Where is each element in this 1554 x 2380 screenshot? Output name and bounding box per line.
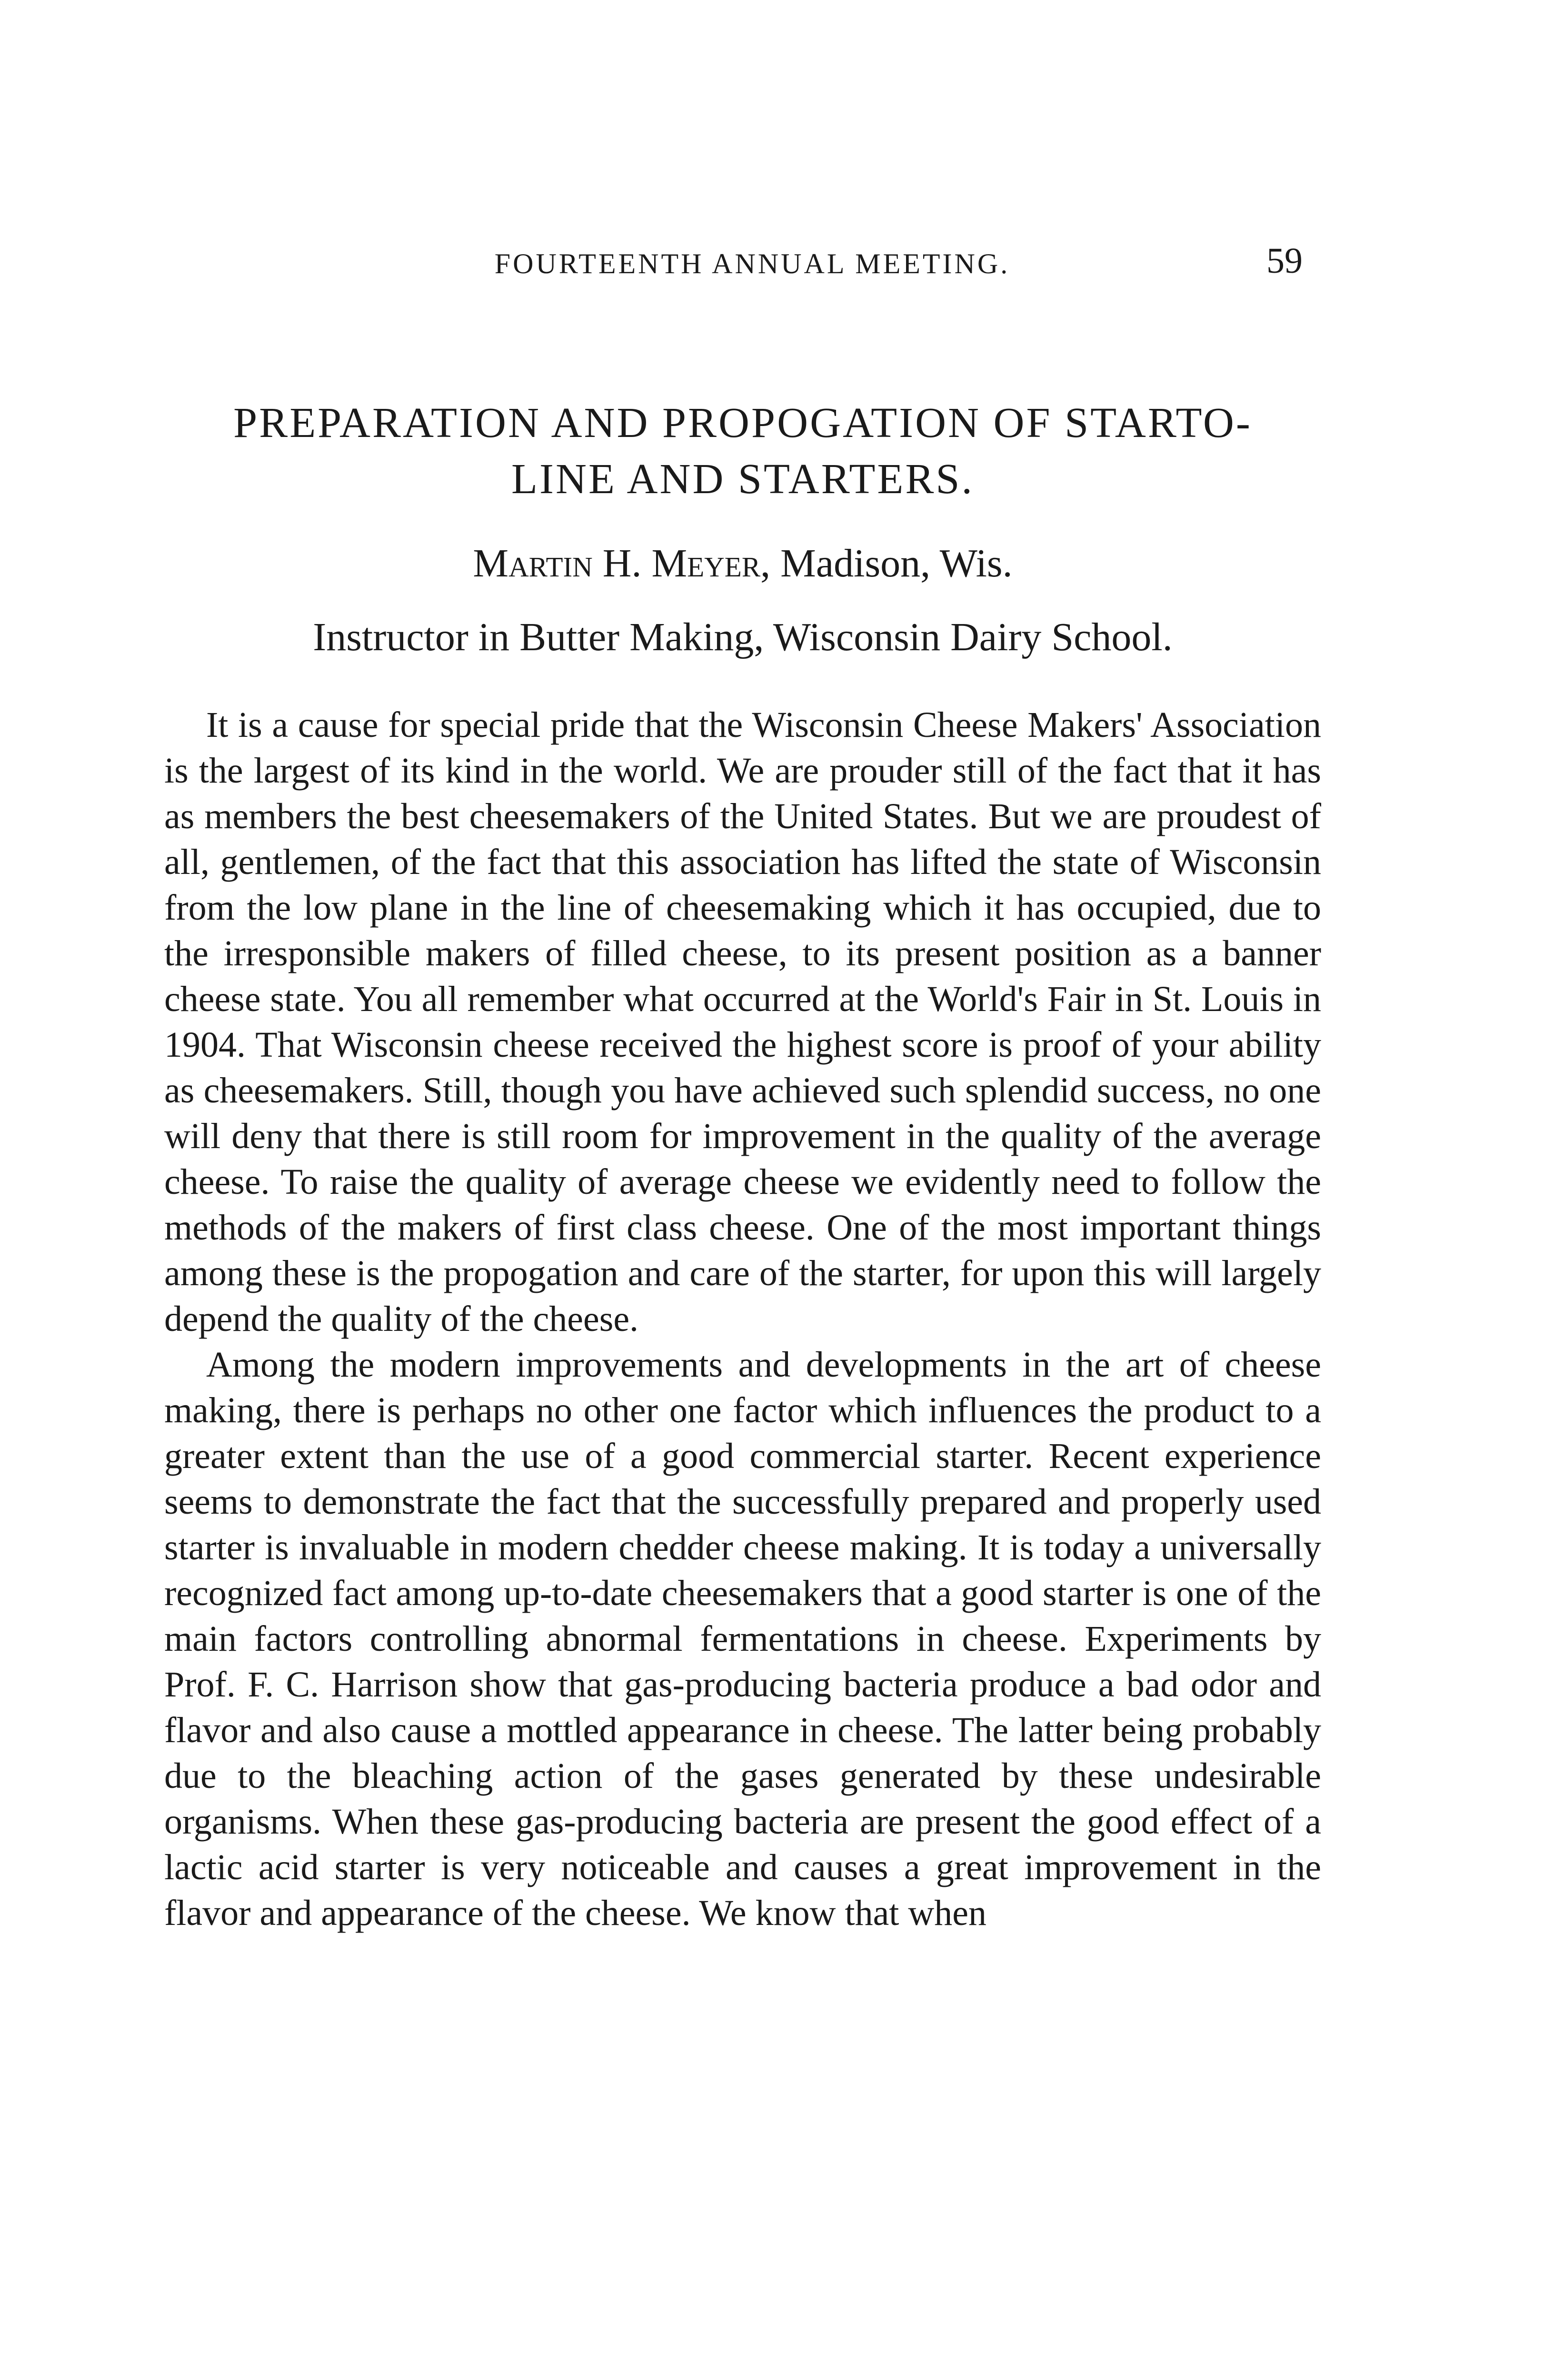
paragraph-1: It is a cause for special pride that the Wisconsin Cheese Makers' Association is the largest of its kind in the world. We are prouder still of the fact that it has as members the best cheesemakers of the United States. But we are proudest of all, gentlemen, of the fact that this association has lifted the state of Wisconsin from the low plane in the line of cheesemaking which it has occupied, due to the irresponsible makers of filled cheese, to its present position as a banner cheese state. You all remember what occurred at the World's Fair in St. Louis in 1904. That Wisconsin cheese received the highest score is proof of your ability as cheesemakers. Still, though you have achieved such splendid success, no one will deny that there is still room for improvement in the quality of the average cheese. To raise the quality of average cheese we evidently need to follow the methods of the makers of first class cheese. One of the most important things among these is the propogation and care of the starter, for upon this will largely depend the quality of the cheese. — [164, 705, 1321, 1339]
article-title-line-2: LINE AND STARTERS. — [511, 456, 974, 503]
page-number: 59 — [1266, 241, 1303, 281]
author-affiliation: Instructor in Butter Making, Wisconsin Dairy School. — [313, 615, 1173, 659]
article-body — [164, 702, 1321, 1936]
paragraph-2: Among the modern improvements and developments in the art of cheese making, there is perhaps no other one factor which influences the product to a greater extent than the use of a good commercial starter. Recent experience seems to demonstrate the fact that the successfully prepared and properly used starter is invaluable in modern chedder cheese making. It is today a universally recognized fact among up-to-date cheesemakers that a good starter is one of the main factors controlling abnormal fermentations in cheese. Experiments by Prof. F. C. Harrison show that gas-producing bacteria produce a bad odor and flavor and also cause a mottled appearance in cheese. The latter being probably due to the bleaching action of the gases generated by these undesirable organisms. When these gas-producing bacteria are present the good effect of a lactic acid starter is very noticeable and causes a great improvement in the flavor and appearance of the cheese. We know that when — [164, 1345, 1321, 1933]
running-head: FOURTEENTH ANNUAL MEETING. — [494, 248, 1010, 279]
byline — [157, 540, 1328, 586]
article-title — [157, 395, 1328, 507]
article-title-line-1: PREPARATION AND PROPOGATION OF STARTO- — [233, 399, 1252, 446]
author-location: Madison, Wis. — [770, 541, 1013, 585]
author-name: Martin H. Meyer, — [473, 541, 771, 585]
